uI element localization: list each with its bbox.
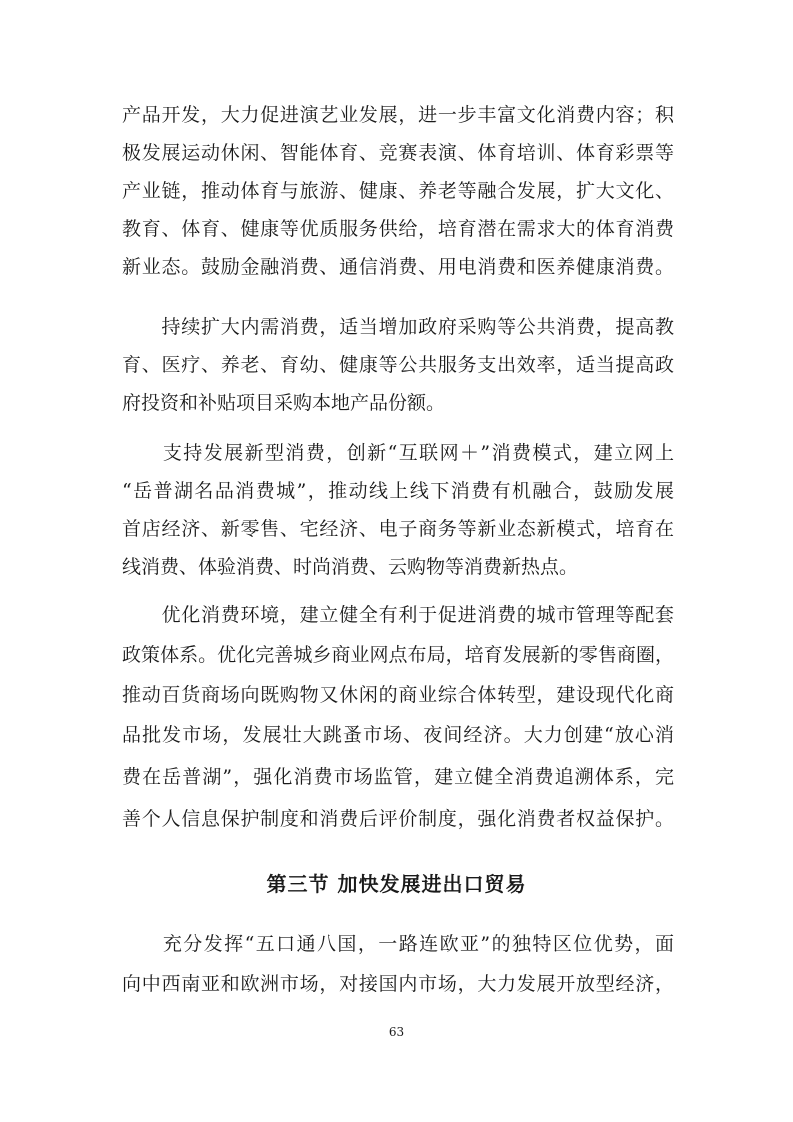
text-line: “岳普湖名品消费城”，推动线上线下消费有机融合，鼓励发展 — [122, 480, 674, 502]
text-line: 持续扩大内需消费，适当增加政府采购等公共消费，提高教 — [122, 316, 674, 338]
text-line: 产业链，推动体育与旅游、健康、养老等融合发展，扩大文化、 — [122, 180, 674, 202]
text-line: 府投资和补贴项目采购本地产品份额。 — [122, 392, 446, 414]
text-line: 品批发市场，发展壮大跳蚤市场、夜间经济。大力创建“放心消 — [122, 724, 674, 746]
page-number: 63 — [388, 1025, 405, 1039]
section-heading: 第三节 加快发展进出口贸易 — [266, 872, 527, 896]
text-line: 支持发展新型消费，创新“互联网＋”消费模式，建立网上 — [122, 442, 674, 464]
text-line: 教育、体育、健康等优质服务供给，培育潜在需求大的体育消费 — [122, 218, 674, 240]
text-line: 新业态。鼓励金融消费、通信消费、用电消费和医养健康消费。 — [122, 256, 674, 278]
text-line: 善个人信息保护制度和消费后评价制度，强化消费者权益保护。 — [122, 808, 674, 830]
text-line: 充分发挥“五口通八国，一路连欧亚”的独特区位优势，面 — [122, 933, 674, 955]
text-line: 费在岳普湖”，强化消费市场监管，建立健全消费追溯体系，完 — [122, 766, 674, 788]
text-line: 线消费、体验消费、时尚消费、云购物等消费新热点。 — [122, 556, 579, 578]
text-line: 首店经济、新零售、宅经济、电子商务等新业态新模式，培育在 — [122, 518, 674, 540]
text-line: 极发展运动休闲、智能体育、竞赛表演、体育培训、体育彩票等 — [122, 142, 674, 164]
text-line: 产品开发，大力促进演艺业发展，进一步丰富文化消费内容；积 — [122, 104, 674, 126]
text-line: 优化消费环境，建立健全有利于促进消费的城市管理等配套 — [122, 604, 674, 626]
text-line: 育、医疗、养老、育幼、健康等公共服务支出效率，适当提高政 — [122, 354, 674, 376]
text-line: 推动百货商场向既购物又休闲的商业综合体转型，建设现代化商 — [122, 684, 674, 706]
text-line: 向中西南亚和欧洲市场，对接国内市场，大力发展开放型经济， — [122, 973, 674, 995]
text-line: 政策体系。优化完善城乡商业网点布局，培育发展新的零售商圈， — [122, 644, 674, 666]
